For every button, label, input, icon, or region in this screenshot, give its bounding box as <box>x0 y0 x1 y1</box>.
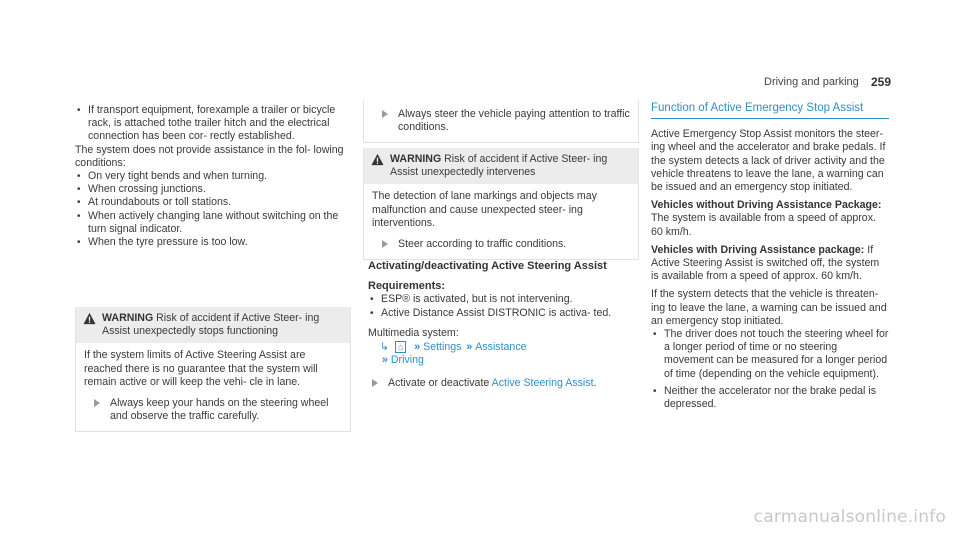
warning-icon <box>83 312 96 325</box>
nav-settings[interactable]: Settings <box>423 341 462 354</box>
list-item: • When actively changing lane without switching on the turn signal indicator. <box>75 210 350 236</box>
list-item: • Neither the accelerator nor the brake pedal is depressed. <box>651 385 889 411</box>
warning-label: WARNING <box>102 312 154 324</box>
paragraph <box>651 199 889 239</box>
warning-text: If the system limits of Active Steering Assist are reached there is no guarantee that the system will remain active or will keep the vehi‐ cle in lane. <box>84 349 318 388</box>
arrow-icon <box>94 399 100 407</box>
warning-box-2 <box>363 148 639 260</box>
action-step <box>372 238 630 251</box>
list-item: • The driver does not touch the steering wheel for a longer period of time or no steering movement can be measured for a longer period of time (depending on the vehicle equipment). <box>651 328 889 381</box>
paragraph <box>651 244 889 284</box>
arrow-icon <box>382 240 388 248</box>
watermark: carmanualsonline.info <box>753 507 946 527</box>
warning-header <box>364 148 638 184</box>
chevron-right-icon: » <box>414 341 421 354</box>
section-header: Driving and parking <box>764 76 859 88</box>
action-text: Always steer the vehicle paying attention to traffic conditions. <box>398 108 630 134</box>
action-box-body <box>364 100 638 142</box>
paragraph-label: Vehicles with Driving Assistance package: <box>651 243 865 256</box>
warning-box-1 <box>75 307 351 432</box>
action-step <box>372 108 630 134</box>
requirements-list <box>368 293 636 319</box>
arrow-icon <box>372 379 378 387</box>
list-item: • On very tight bends and when turning. <box>75 170 350 183</box>
warning-text: The detection of lane markings and objects may malfunction and cause unexpected steer‐ ing interventions. <box>372 190 597 229</box>
column-1 <box>75 104 350 249</box>
section-title: Function of Active Emergency Stop Assist <box>651 102 864 114</box>
warning-label: WARNING <box>390 153 442 165</box>
section-heading: Activating/deactivating Active Steering Assist <box>368 260 607 272</box>
action-box-top <box>363 100 639 143</box>
list-item: • ESP® is activated, but is not intervening. <box>368 293 636 306</box>
return-arrow-icon: ↳ <box>380 341 389 354</box>
list-item: • If transport equipment, forexample a trailer or bicycle rack, is attached tothe trailer hitch and the electrical connection has been cor‐ rectly established. <box>75 104 350 144</box>
nav-path <box>368 341 636 354</box>
warning-body <box>76 343 350 431</box>
conditions-list <box>75 170 350 249</box>
action-step <box>84 397 342 423</box>
conditions-list <box>651 328 889 411</box>
warning-head-text: Risk of accident if Active Steer‐ ing Assist unexpectedly stops functioning <box>102 312 320 338</box>
action-text: Steer according to traffic conditions. <box>398 238 567 251</box>
paragraph-label: Vehicles without Driving Assistance Package: <box>651 199 882 212</box>
column-2-content <box>368 260 636 391</box>
paragraph: The system does not provide assistance in the fol‐ lowing conditions: <box>75 143 344 169</box>
list-item: • When the tyre pressure is too low. <box>75 236 350 249</box>
home-icon[interactable]: ⌂ <box>395 341 406 353</box>
multimedia-label: Multimedia system: <box>368 326 459 339</box>
active-steering-assist-link[interactable]: Active Steering Assist <box>491 377 594 390</box>
chevron-right-icon: » <box>466 341 473 354</box>
warning-header <box>76 307 350 343</box>
paragraph: Active Emergency Stop Assist monitors the steer‐ ing wheel and the accelerator and brake pedals. If the system detects a lack of driver activity and the vehicle threatens to leave the lane, a warning can be issued and an emergency stop initiated. <box>651 128 886 194</box>
requirements-label: Requirements: <box>368 280 446 293</box>
title-underline <box>651 118 889 119</box>
warning-head-text: Risk of accident if Active Steer‐ ing Assist unexpectedly intervenes <box>390 153 608 179</box>
nav-assistance[interactable]: Assistance <box>475 341 527 354</box>
action-text: Always keep your hands on the steering wheel and observe the traffic carefully. <box>110 397 329 423</box>
warning-icon <box>371 153 384 166</box>
chevron-right-icon: » <box>382 354 388 367</box>
paragraph: If the system detects that the vehicle is threaten‐ ing to leave the lane, a warning can be issued and an emergency stop initiated. <box>651 288 887 327</box>
column-3 <box>651 102 889 411</box>
list-item: • Active Distance Assist DISTRONIC is activa‐ ted. <box>368 307 636 320</box>
page-number: 259 <box>871 75 892 89</box>
paragraph-text: The system is available from a speed of approx. 60 km/h. <box>651 212 876 238</box>
nav-driving[interactable]: Driving <box>390 354 424 367</box>
nav-path-line-2 <box>368 354 636 367</box>
action-text: Activate or deactivate <box>388 377 490 390</box>
action-step <box>368 377 636 390</box>
paragraph-text: If Active Steering Assist is switched off, the system is available from a speed of approx. 60 km/h. <box>651 243 880 283</box>
list-item: • When crossing junctions. <box>75 183 350 196</box>
arrow-icon <box>382 110 388 118</box>
punctuation: . <box>593 377 597 390</box>
warning-body <box>364 184 638 259</box>
list-item: • At roundabouts or toll stations. <box>75 196 350 209</box>
